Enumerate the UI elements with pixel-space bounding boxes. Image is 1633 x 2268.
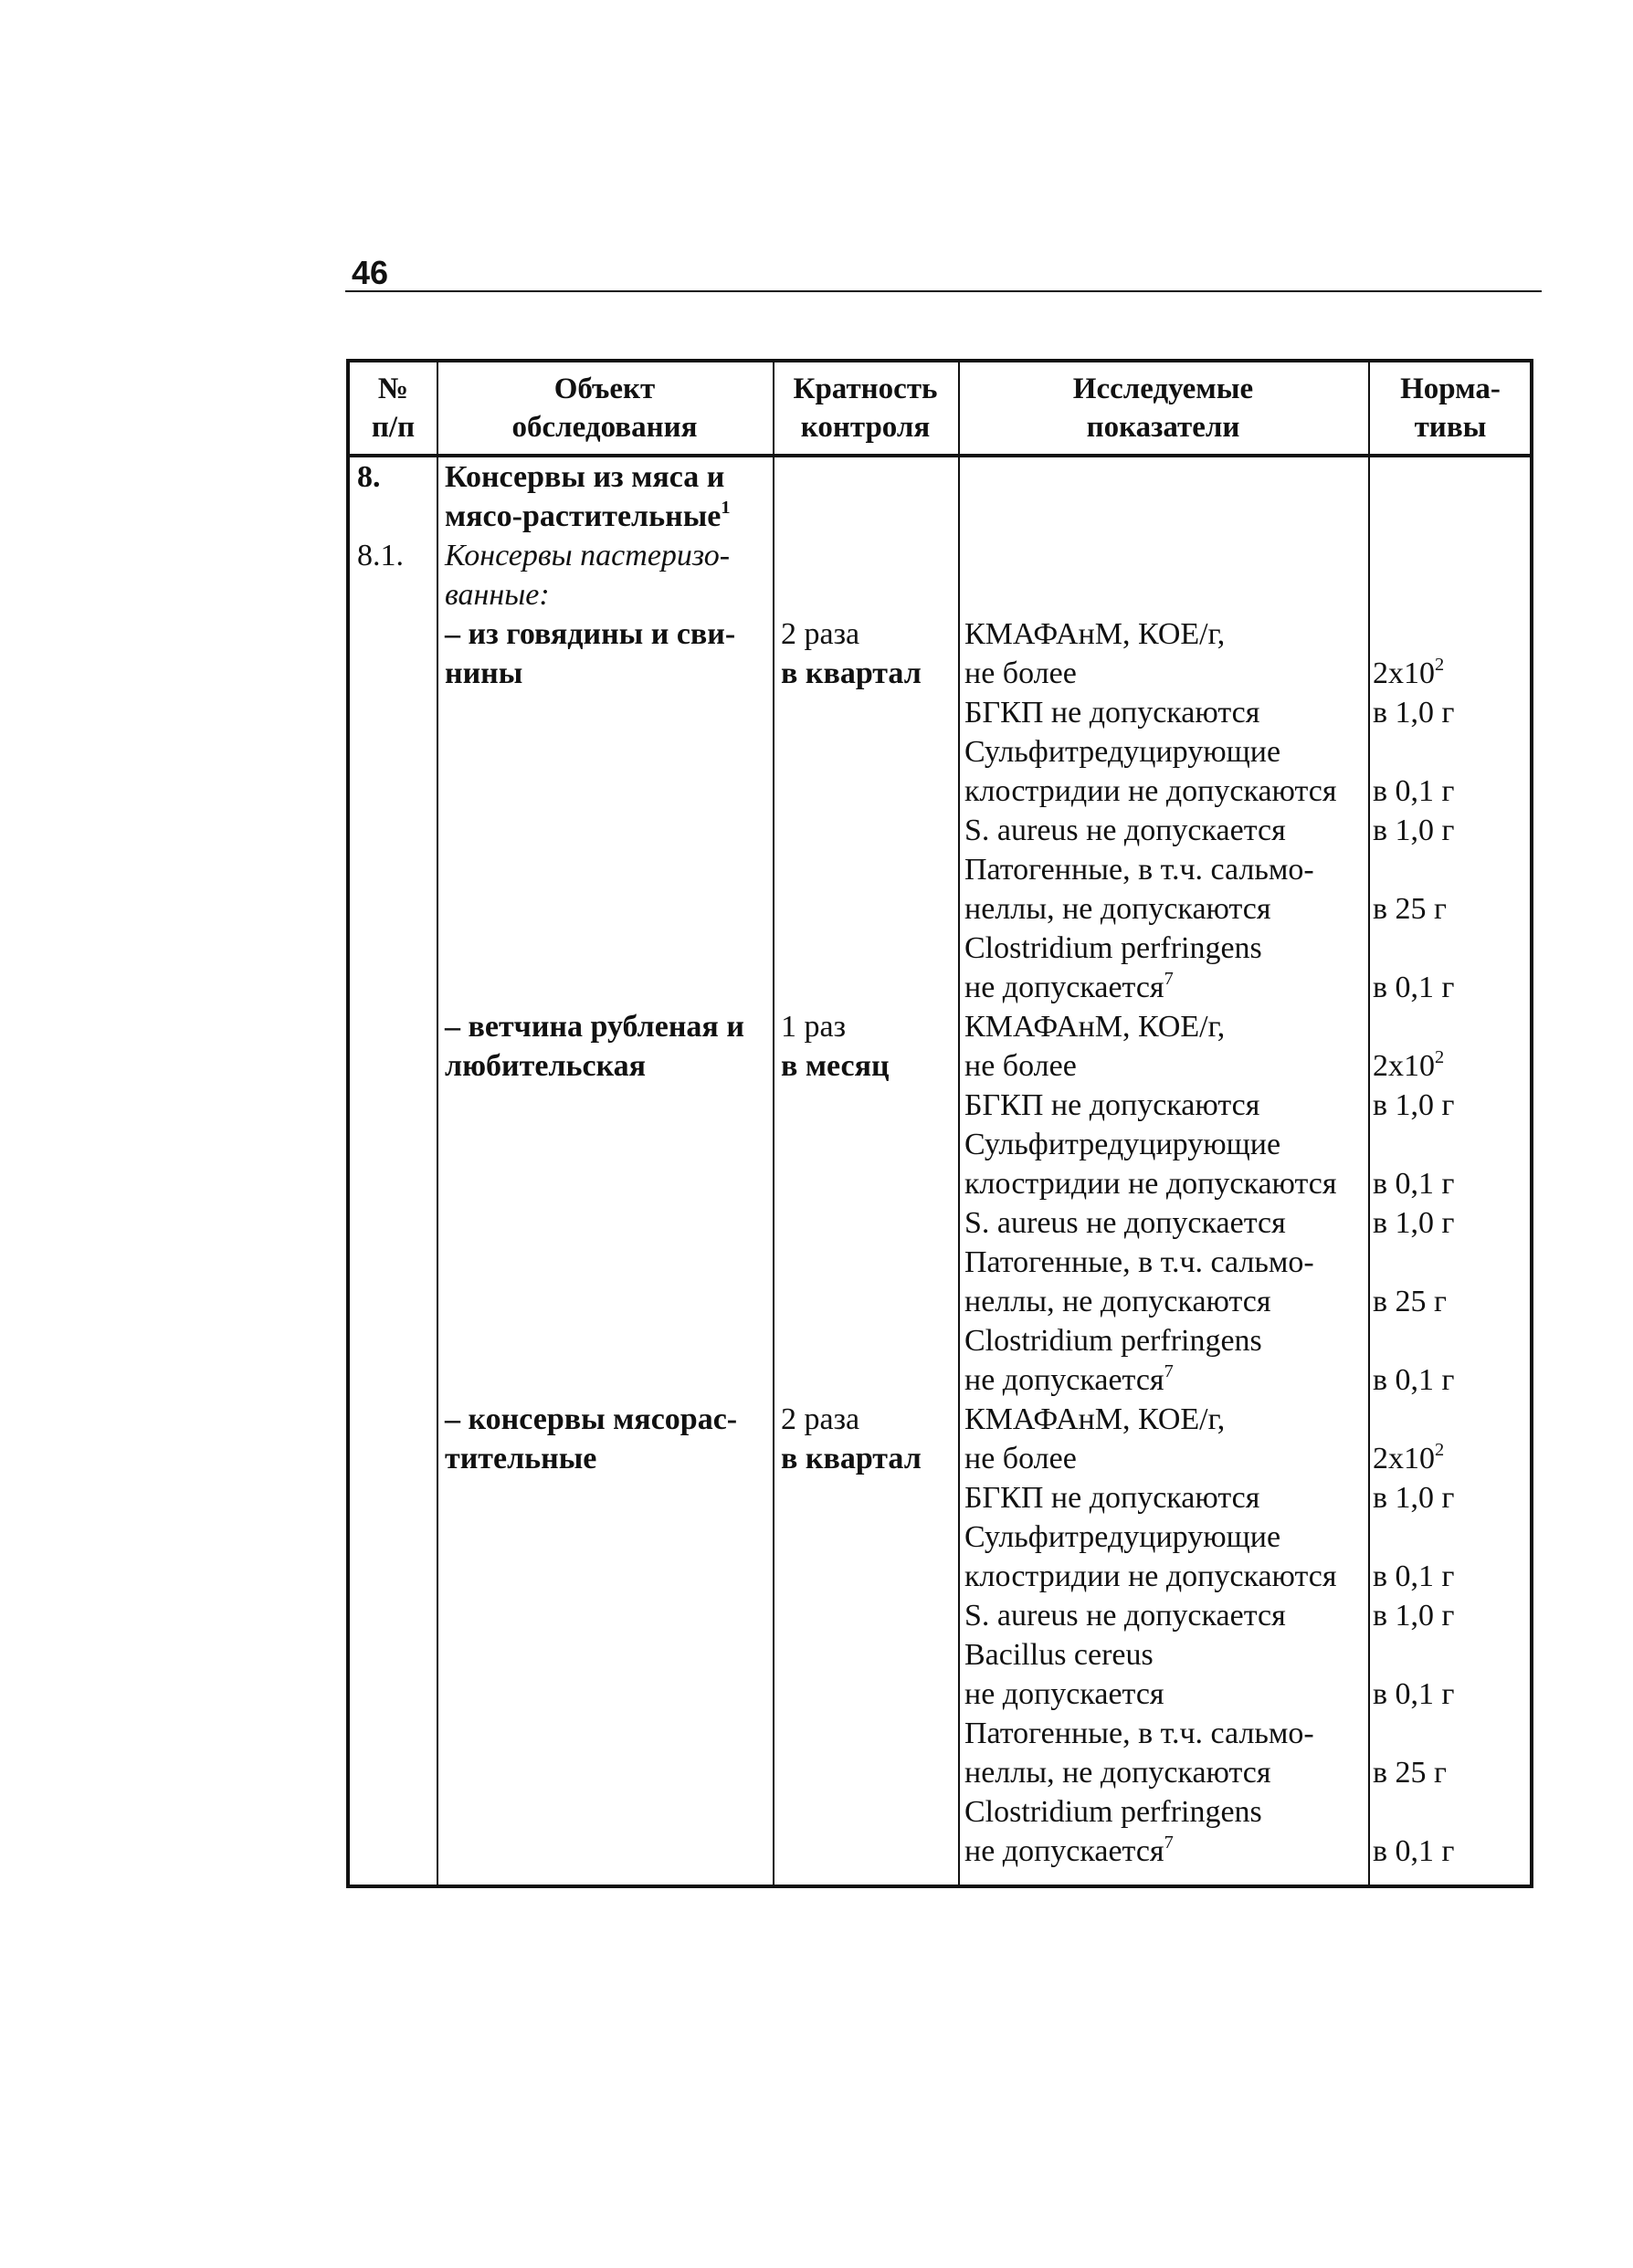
indicator-text: S. aureus не допускается xyxy=(964,1599,1286,1633)
indicator-text: БГКП не допускаются xyxy=(964,696,1260,730)
indicator-text: неллы, не допускаются xyxy=(964,1285,1271,1318)
norm-value: $2x10^2$ xyxy=(1373,1439,1445,1475)
norm-value: в 0,1 г xyxy=(1373,1559,1455,1593)
header-frequency-line1: Кратность xyxy=(793,373,938,405)
product-name: любительская xyxy=(445,1049,647,1083)
product-name: нины xyxy=(445,656,523,690)
header-indicators-line1: Исследуемые xyxy=(1072,373,1254,405)
indicator-text: БГКП не допускаются xyxy=(964,1481,1260,1515)
control-frequency: в квартал xyxy=(781,656,922,690)
page-number: 46 xyxy=(352,254,389,291)
norm-value: в 1,0 г xyxy=(1373,814,1455,847)
header-indicators xyxy=(958,362,1368,454)
section-number: 8. xyxy=(357,460,381,494)
product-name: – из говядины и сви- xyxy=(445,617,736,651)
header-object-line1: Объект xyxy=(553,373,656,405)
product-name: тительные xyxy=(445,1442,597,1475)
norms-table xyxy=(346,359,1533,1888)
indicator-text: КМАФАнМ, КОЕ/г, xyxy=(964,1010,1226,1044)
norm-value: в 25 г xyxy=(1373,1285,1447,1318)
column-divider xyxy=(1368,362,1370,1885)
indicator-text: Сульфитредуцирующие xyxy=(964,1128,1281,1161)
header-norms xyxy=(1368,362,1533,454)
subsection-title: ванные: xyxy=(445,578,550,612)
indicator-text: Патогенные, в т.ч. сальмо- xyxy=(964,1717,1314,1750)
norm-value: $2x10^2$ xyxy=(1373,1046,1445,1083)
indicator-text: S. aureus не допускается xyxy=(964,814,1286,847)
section-title: мясо-растительные$^1$ xyxy=(445,497,731,533)
indicator-text: клостридии не допускаются xyxy=(964,774,1337,808)
norm-value: в 25 г xyxy=(1373,1756,1447,1790)
norm-value: в 1,0 г xyxy=(1373,1088,1455,1122)
indicator-text: Сульфитредуцирующие xyxy=(964,1520,1281,1554)
indicator-text: не более xyxy=(964,1049,1077,1083)
header-norms-line2: тивы xyxy=(1414,411,1487,444)
norm-value: в 0,1 г xyxy=(1373,1167,1455,1201)
indicator-text: Патогенные, в т.ч. сальмо- xyxy=(964,853,1314,887)
header-norms-line1: Норма- xyxy=(1400,373,1501,405)
subsection-number: 8.1. xyxy=(357,539,404,572)
indicator-text: Bacillus cereus xyxy=(964,1638,1154,1672)
header-num xyxy=(350,362,437,454)
indicator-text: не допускается$^7$ xyxy=(964,1360,1174,1397)
header-num-line2: п/п xyxy=(371,411,416,444)
indicator-text: Clostridium perfringens xyxy=(964,1324,1262,1358)
norm-value: в 0,1 г xyxy=(1373,1834,1455,1868)
indicator-text: не допускается$^7$ xyxy=(964,1832,1174,1868)
norm-value: $2x10^2$ xyxy=(1373,654,1445,690)
norm-value: в 0,1 г xyxy=(1373,1677,1455,1711)
column-divider xyxy=(773,362,774,1885)
norm-value: в 1,0 г xyxy=(1373,1599,1455,1633)
indicator-text: клостридии не допускаются xyxy=(964,1559,1337,1593)
indicator-text: КМАФАнМ, КОЕ/г, xyxy=(964,617,1226,651)
indicator-text: Clostridium perfringens xyxy=(964,1795,1262,1829)
header-frequency xyxy=(773,362,958,454)
header-rule xyxy=(345,290,1542,292)
indicator-text: не допускается$^7$ xyxy=(964,968,1174,1004)
header-object-line2: обследования xyxy=(511,411,698,444)
indicator-text: не допускается xyxy=(964,1677,1164,1711)
control-frequency: в месяц xyxy=(781,1049,890,1083)
norm-value: в 0,1 г xyxy=(1373,971,1455,1004)
indicator-text: КМАФАнМ, КОЕ/г, xyxy=(964,1402,1226,1436)
norm-value: в 1,0 г xyxy=(1373,696,1455,730)
product-name: – консервы мясорас- xyxy=(445,1402,738,1436)
header-frequency-line2: контроля xyxy=(800,411,931,444)
control-frequency: 1 раз xyxy=(781,1010,847,1044)
indicator-text: не более xyxy=(964,656,1077,690)
norm-value: в 1,0 г xyxy=(1373,1481,1455,1515)
column-divider xyxy=(958,362,960,1885)
control-frequency: 2 раза xyxy=(781,617,860,651)
column-divider xyxy=(437,362,438,1885)
header-num-line1: № xyxy=(377,373,409,405)
indicator-text: неллы, не допускаются xyxy=(964,892,1271,926)
indicator-text: Патогенные, в т.ч. сальмо- xyxy=(964,1245,1314,1279)
norm-value: в 1,0 г xyxy=(1373,1206,1455,1240)
indicator-text: не более xyxy=(964,1442,1077,1475)
norm-value: в 25 г xyxy=(1373,892,1447,926)
section-title: Консервы из мяса и xyxy=(445,460,725,494)
header-indicators-line2: показатели xyxy=(1086,411,1240,444)
indicator-text: S. aureus не допускается xyxy=(964,1206,1286,1240)
header-object xyxy=(437,362,773,454)
indicator-text: Сульфитредуцирующие xyxy=(964,735,1281,769)
norm-value: в 0,1 г xyxy=(1373,1363,1455,1397)
subsection-title: Консервы пастеризо- xyxy=(445,539,731,572)
control-frequency: в квартал xyxy=(781,1442,922,1475)
product-name: – ветчина рубленая и xyxy=(445,1010,744,1044)
norm-value: в 0,1 г xyxy=(1373,774,1455,808)
indicator-text: БГКП не допускаются xyxy=(964,1088,1260,1122)
control-frequency: 2 раза xyxy=(781,1402,860,1436)
indicator-text: клостридии не допускаются xyxy=(964,1167,1337,1201)
indicator-text: неллы, не допускаются xyxy=(964,1756,1271,1790)
indicator-text: Clostridium perfringens xyxy=(964,931,1262,965)
